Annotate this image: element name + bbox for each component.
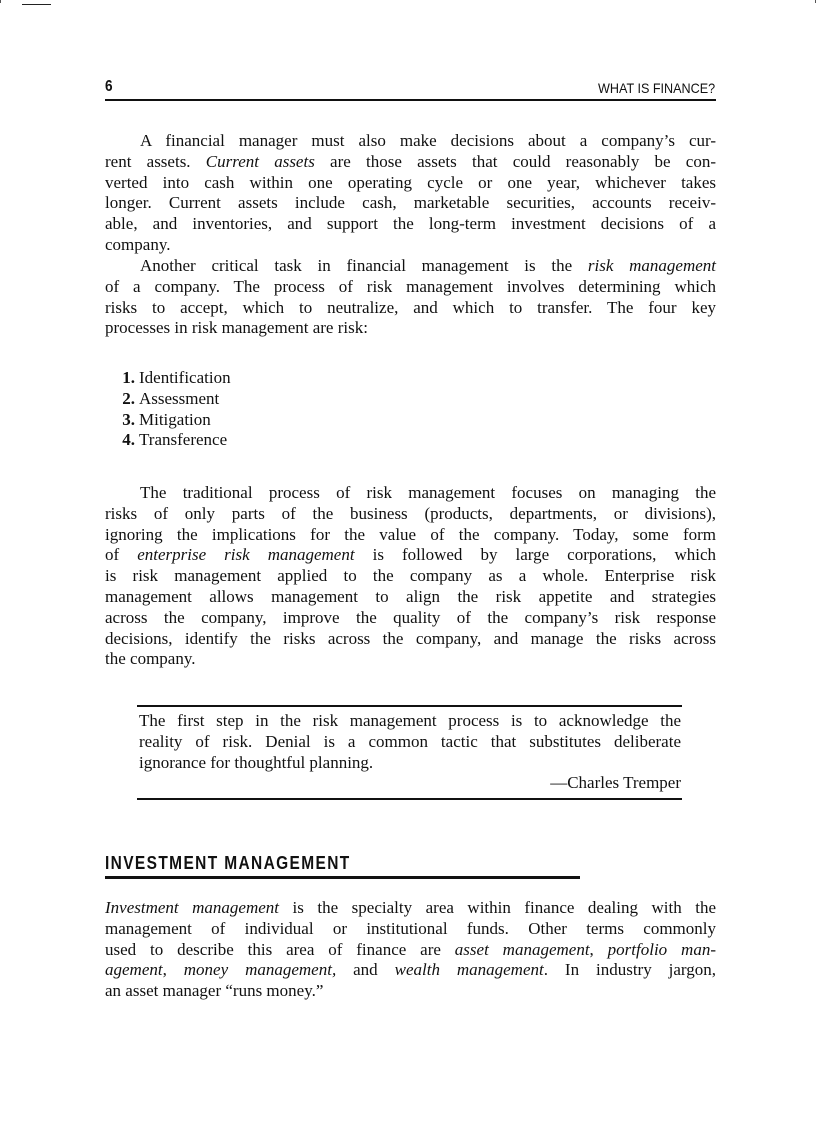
italic-term: money management, <box>183 960 337 980</box>
text-run: A financial manager must also make decisions about a company’s cur- <box>140 131 716 150</box>
italic-term: Current assets <box>205 151 315 171</box>
text-line <box>105 545 716 566</box>
section-heading: INVESTMENT MANAGEMENT <box>105 853 351 873</box>
paragraph-risk-management <box>105 256 716 339</box>
text-line <box>105 131 716 152</box>
italic-term: enterprise risk management <box>137 545 355 565</box>
text-line <box>105 649 716 670</box>
text-line <box>105 629 716 650</box>
text-line <box>105 587 716 608</box>
text-line <box>105 235 716 256</box>
paragraph-enterprise-risk <box>105 483 716 670</box>
italic-term: wealth management <box>394 960 544 980</box>
italic-term: risk management <box>587 256 716 275</box>
italic-term: portfolio man- <box>607 939 716 959</box>
crop-mark <box>0 0 1 3</box>
text-line <box>139 711 681 732</box>
text-line <box>105 981 716 1002</box>
text-line <box>105 298 716 319</box>
text-line <box>105 193 716 214</box>
text-run: is risk management applied to the company as a whole. Enterprise risk <box>105 566 716 586</box>
list-label: Transference <box>139 430 228 450</box>
quote-attribution-block <box>139 773 681 794</box>
text-line <box>105 566 716 587</box>
list-label: Assessment <box>139 388 220 408</box>
text-run: The traditional process of risk management focuses on managing the <box>140 483 716 502</box>
text-run: across the company, improve the quality of the company’s risk response <box>105 607 716 627</box>
text-run: able, and inventories, and support the long-term investment decisions of a <box>105 214 716 234</box>
paragraph-current-assets <box>105 131 716 256</box>
list-number: 4. <box>122 430 135 450</box>
section-heading-rule <box>105 876 580 879</box>
text-run: of a company. The process of risk management involves determining which <box>105 276 716 296</box>
list-item <box>105 410 231 431</box>
risk-process-list <box>105 368 231 451</box>
text-line <box>105 525 716 546</box>
text-line <box>139 753 681 774</box>
list-item <box>105 430 231 451</box>
text-run: , <box>589 939 608 959</box>
text-run: risks of only parts of the business (products, departments, or divisions), <box>105 503 716 523</box>
text-line <box>105 277 716 298</box>
list-number: 2. <box>122 388 135 408</box>
text-line <box>105 960 716 981</box>
text-line <box>105 483 716 504</box>
paragraph-investment-management <box>105 898 716 1002</box>
text-run: used to describe this area of finance are <box>105 939 455 959</box>
list-item <box>105 368 231 389</box>
text-run: processes in risk management are risk: <box>105 318 368 338</box>
text-line <box>105 898 716 919</box>
text-run: risks to accept, which to neutralize, and which to transfer. The four key <box>105 297 716 317</box>
italic-term: agement <box>105 960 163 980</box>
text-run: . In industry jargon, <box>543 960 717 980</box>
text-line <box>105 504 716 525</box>
text-run: verted into cash within one operating cycle or one year, whichever takes <box>105 172 716 192</box>
quote-text <box>139 711 681 773</box>
running-title: WHAT IS FINANCE? <box>597 80 715 96</box>
text-run: reality of risk. Denial is a common tactic that substitutes deliberate <box>139 731 681 751</box>
list-label: Mitigation <box>139 409 211 429</box>
text-run: longer. Current assets include cash, marketable securities, accounts receiv- <box>105 193 716 213</box>
text-run: ignorance for thoughtful planning. <box>139 752 374 772</box>
text-run: company. <box>105 234 171 254</box>
page-number: 6 <box>105 78 113 95</box>
text-run: decisions, identify the risks across the company, and manage the risks across <box>105 628 716 648</box>
text-line <box>105 152 716 173</box>
text-line <box>139 732 681 753</box>
text-run: The first step in the risk management process is to acknowledge the <box>139 711 681 730</box>
text-run: management of individual or institutional funds. Other terms commonly <box>105 918 716 938</box>
text-run: is the specialty area within finance dealing with the <box>279 898 716 917</box>
text-run: of <box>105 545 138 565</box>
text-run: are those assets that could reasonably be con- <box>314 151 717 171</box>
text-run: , <box>162 960 184 980</box>
text-line <box>105 919 716 940</box>
italic-term: asset management <box>454 939 590 959</box>
text-run: Another critical task in financial management is the <box>140 256 588 275</box>
text-line <box>105 608 716 629</box>
quote-attribution: —Charles Tremper <box>550 773 681 792</box>
list-number: 3. <box>122 409 135 429</box>
text-run: management allows management to align the risk appetite and strategies <box>105 586 716 606</box>
text-line <box>105 173 716 194</box>
crop-mark <box>22 4 51 5</box>
text-run: is followed by large corporations, which <box>354 545 716 565</box>
text-run: rent assets. <box>105 151 206 171</box>
header-rule <box>105 99 716 101</box>
text-line <box>105 214 716 235</box>
list-number: 1. <box>122 368 135 387</box>
text-run: ignoring the implications for the value of the company. Today, some form <box>105 524 716 544</box>
text-run: the company. <box>105 649 196 669</box>
list-item <box>105 389 231 410</box>
text-line <box>105 256 716 277</box>
italic-term: Investment management <box>105 898 280 917</box>
text-run: an asset manager “runs money.” <box>105 981 324 1001</box>
quote-top-rule <box>137 705 682 707</box>
text-line <box>105 940 716 961</box>
list-label: Identification <box>139 368 231 387</box>
quote-bottom-rule <box>137 798 682 800</box>
text-run: and <box>336 960 395 980</box>
text-line <box>105 318 716 339</box>
